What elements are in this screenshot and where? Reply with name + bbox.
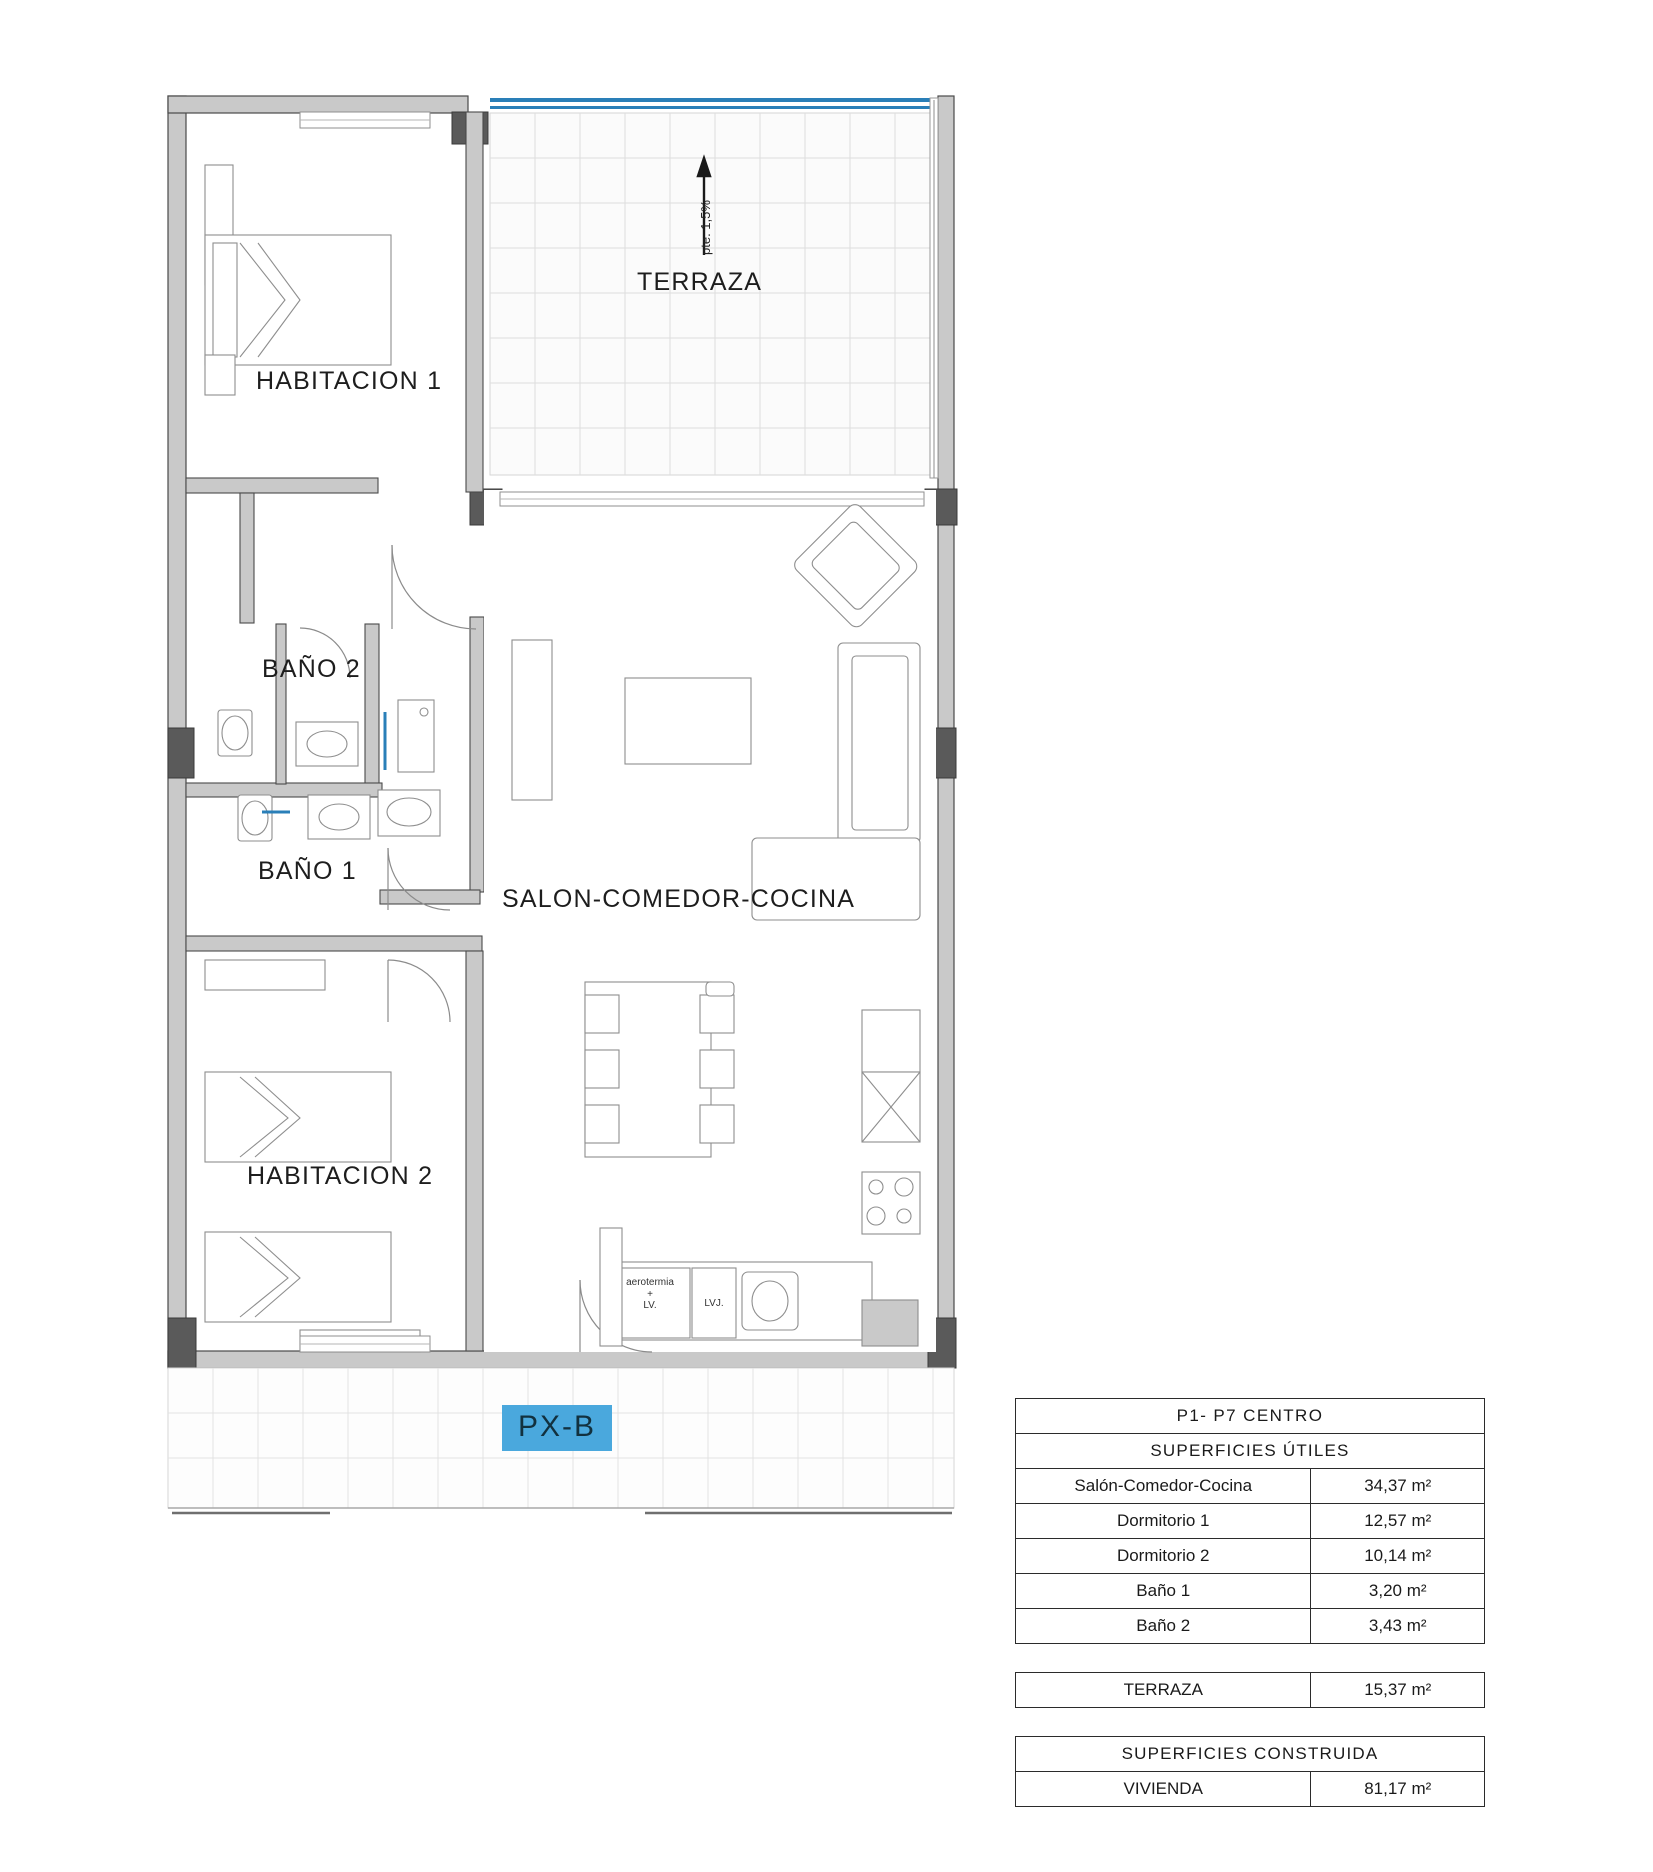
table-row bbox=[1016, 1772, 1485, 1807]
row-value: 15,37 m² bbox=[1311, 1673, 1485, 1708]
row-value: 10,14 m² bbox=[1311, 1539, 1485, 1574]
row-value: 81,17 m² bbox=[1311, 1772, 1485, 1807]
row-value: 3,43 m² bbox=[1311, 1609, 1485, 1644]
room-label-terraza: TERRAZA bbox=[637, 268, 763, 296]
room-label-habitacion2: HABITACION 2 bbox=[247, 1162, 434, 1190]
row-name: Baño 2 bbox=[1016, 1609, 1311, 1644]
row-value: 34,37 m² bbox=[1311, 1469, 1485, 1504]
construida-subtitle: SUPERFICIES CONSTRUIDA bbox=[1016, 1737, 1485, 1772]
table-row bbox=[1016, 1399, 1485, 1434]
row-name: Dormitorio 1 bbox=[1016, 1504, 1311, 1539]
row-name: VIVIENDA bbox=[1016, 1772, 1311, 1807]
aerotermia-label-line2: + bbox=[647, 1288, 653, 1300]
table-row bbox=[1016, 1469, 1485, 1504]
row-name: TERRAZA bbox=[1016, 1673, 1311, 1708]
room-label-salon: SALON-COMEDOR-COCINA bbox=[502, 885, 856, 913]
table-row bbox=[1016, 1434, 1485, 1469]
table-superficies-construida bbox=[1015, 1736, 1485, 1807]
room-label-habitacion1: HABITACION 1 bbox=[256, 367, 443, 395]
table-row bbox=[1016, 1737, 1485, 1772]
row-name: Salón-Comedor-Cocina bbox=[1016, 1469, 1311, 1504]
area-schedule bbox=[1015, 1398, 1495, 1835]
unit-badge: PX-B bbox=[502, 1405, 612, 1451]
table-row bbox=[1016, 1574, 1485, 1609]
utiles-title: P1- P7 CENTRO bbox=[1016, 1399, 1485, 1434]
row-value: 3,20 m² bbox=[1311, 1574, 1485, 1609]
aerotermia-label-line1: aerotermia bbox=[626, 1277, 674, 1288]
row-value: 12,57 m² bbox=[1311, 1504, 1485, 1539]
table-row bbox=[1016, 1504, 1485, 1539]
table-superficies-utiles bbox=[1015, 1398, 1485, 1644]
furniture-bathrooms bbox=[218, 700, 440, 841]
aerotermia-label-line3: LV. bbox=[643, 1300, 657, 1311]
table-row bbox=[1016, 1673, 1485, 1708]
room-label-bano2: BAÑO 2 bbox=[262, 655, 361, 683]
lavadora-label: LVJ. bbox=[704, 1298, 724, 1309]
furniture-bedroom1 bbox=[205, 165, 391, 395]
table-terraza bbox=[1015, 1672, 1485, 1708]
row-name: Dormitorio 2 bbox=[1016, 1539, 1311, 1574]
table-row bbox=[1016, 1609, 1485, 1644]
slope-label: pte. 1,5% bbox=[698, 200, 713, 255]
utiles-subtitle: SUPERFICIES ÚTILES bbox=[1016, 1434, 1485, 1469]
table-row bbox=[1016, 1539, 1485, 1574]
room-label-bano1: BAÑO 1 bbox=[258, 857, 357, 885]
row-name: Baño 1 bbox=[1016, 1574, 1311, 1609]
